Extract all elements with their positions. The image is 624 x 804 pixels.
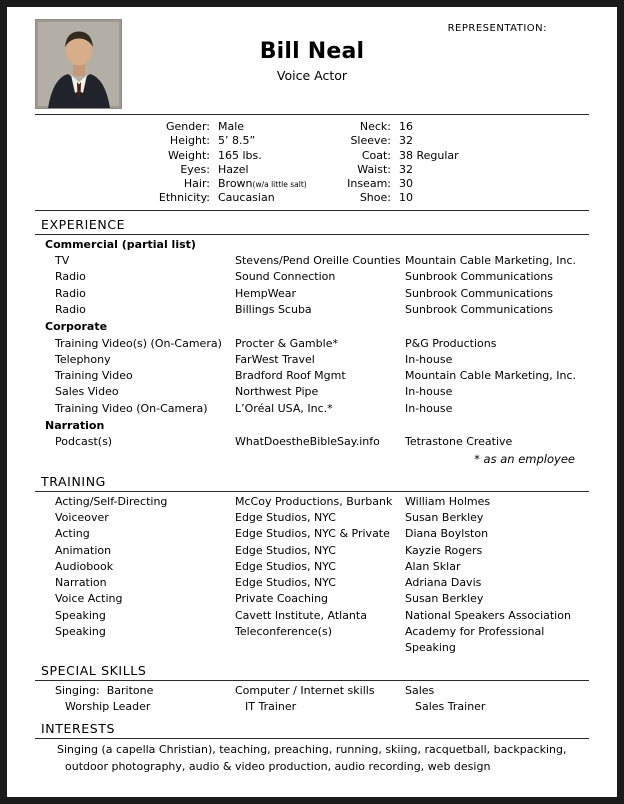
experience-footnote: * as an employee <box>474 451 575 466</box>
training-subject: Voiceover <box>55 510 109 524</box>
training-row <box>35 575 589 591</box>
stat-label-right: Inseam: <box>347 177 391 191</box>
experience-project: Billings Scuba <box>235 302 312 316</box>
experience-project: HempWear <box>235 286 296 300</box>
experience-company: Sunbrook Communications <box>405 270 553 284</box>
experience-project: Sound Connection <box>235 270 336 284</box>
experience-row <box>35 286 589 302</box>
training-row <box>35 526 589 542</box>
training-row <box>35 559 589 575</box>
experience-project: Stevens/Pend Oreille Counties <box>235 254 401 268</box>
skill-col3: Sales <box>405 683 435 697</box>
experience-narration-rows <box>35 434 589 450</box>
stat-row <box>35 149 589 163</box>
experience-row <box>35 352 589 368</box>
experience-group-title-corporate: Corporate <box>45 320 108 334</box>
special-skills-heading-divider <box>35 680 589 681</box>
training-instructor: Diana Boylston <box>405 527 489 541</box>
training-instructor: Alan Sklar <box>405 559 461 573</box>
training-instructor: National Speakers Association <box>405 608 571 622</box>
experience-heading: EXPERIENCE <box>41 216 126 232</box>
stat-value-text: Brown <box>218 177 253 191</box>
experience-row <box>35 253 589 269</box>
stat-row <box>35 120 589 134</box>
training-provider: Edge Studios, NYC <box>235 559 336 573</box>
interests-line-2: outdoor photography, audio & video production, audio recording, web design <box>65 760 491 774</box>
stat-value-right: 10 <box>399 191 413 205</box>
stat-value-text: Male <box>218 120 245 133</box>
training-instructor: Kayzie Rogers <box>405 543 483 557</box>
experience-company: Sunbrook Communications <box>405 286 553 300</box>
training-instructor: Adriana Davis <box>405 576 482 590</box>
experience-group-title-commercial: Commercial (partial list) <box>45 237 196 251</box>
special-skills-section <box>35 663 589 716</box>
special-skills-rows <box>35 683 589 716</box>
training-provider: McCoy Productions, Burbank <box>235 494 393 508</box>
experience-row <box>35 401 589 417</box>
experience-project: Procter & Gamble* <box>235 336 338 350</box>
training-subject: Audiobook <box>55 559 114 573</box>
experience-row <box>35 336 589 352</box>
training-subject: Voice Acting <box>55 592 123 606</box>
interests-heading: INTERESTS <box>41 721 116 737</box>
skill-col1: Worship Leader <box>65 699 151 713</box>
experience-row <box>35 302 589 318</box>
experience-company: In-house <box>405 385 453 399</box>
experience-type: Sales Video <box>55 385 119 399</box>
training-instructor: Susan Berkley <box>405 510 484 524</box>
experience-project: Bradford Roof Mgmt <box>235 369 346 383</box>
experience-type: TV <box>55 254 70 268</box>
training-provider: Edge Studios, NYC <box>235 543 336 557</box>
stat-value-left <box>218 191 323 205</box>
experience-type: Radio <box>55 270 86 284</box>
experience-company: Mountain Cable Marketing, Inc. <box>405 369 577 383</box>
experience-company: Tetrastone Creative <box>405 435 513 449</box>
experience-project: Northwest Pipe <box>235 385 319 399</box>
training-subject: Acting/Self-Directing <box>55 494 168 508</box>
stat-row <box>35 163 589 177</box>
training-provider: Edge Studios, NYC <box>235 576 336 590</box>
experience-project: WhatDoestheBibleSay.info <box>235 435 380 449</box>
experience-heading-divider <box>35 234 589 235</box>
experience-type: Telephony <box>55 352 111 366</box>
training-rows <box>35 494 589 657</box>
training-provider: Teleconference(s) <box>235 625 332 639</box>
stat-label-left: Weight: <box>167 148 210 162</box>
stat-value-note: (w/a little salt) <box>252 180 307 190</box>
experience-section <box>35 217 589 468</box>
stat-label-left: Ethnicity: <box>158 191 210 205</box>
interests-section <box>35 721 589 775</box>
experience-project: L’Oréal USA, Inc.* <box>235 401 333 415</box>
special-skills-heading: SPECIAL SKILLS <box>41 662 147 678</box>
stat-value-right: 30 <box>399 177 413 191</box>
training-row <box>35 591 589 607</box>
experience-company: In-house <box>405 401 453 415</box>
training-heading: TRAINING <box>41 473 106 489</box>
training-subject: Speaking <box>55 625 106 639</box>
experience-type: Podcast(s) <box>55 435 113 449</box>
training-instructor: Academy for Professional Speaking <box>405 625 548 655</box>
training-row <box>35 608 589 624</box>
training-row <box>35 510 589 526</box>
stat-value-text: 165 lbs. <box>218 148 262 162</box>
stat-label-right: Shoe: <box>359 191 391 205</box>
experience-company: P&G Productions <box>405 336 497 350</box>
stat-label-right: Coat: <box>361 148 391 162</box>
experience-row <box>35 434 589 450</box>
header-divider <box>35 114 589 115</box>
training-instructor: William Holmes <box>405 494 491 508</box>
stat-value-left <box>218 120 323 134</box>
stat-value-text: Hazel <box>218 162 249 176</box>
stat-label-left: Eyes: <box>180 162 210 176</box>
skill-col3: Sales Trainer <box>415 699 486 713</box>
stats-divider <box>35 210 589 211</box>
stat-row <box>35 177 589 191</box>
stat-value-right: 16 <box>399 120 413 133</box>
stat-row <box>35 134 589 148</box>
interests-line-1: Singing (a capella Christian), teaching, preaching, running, skiing, racquetball, backpacking, <box>57 743 567 757</box>
experience-row <box>35 368 589 384</box>
experience-type: Radio <box>55 302 86 316</box>
experience-type: Training Video(s) (On-Camera) <box>55 336 222 350</box>
stat-value-text: 5’ 8.5” <box>218 134 256 148</box>
training-instructor: Susan Berkley <box>405 592 484 606</box>
stats-table <box>35 120 589 206</box>
stat-value-right: 32 <box>399 134 413 148</box>
training-provider: Cavett Institute, Atlanta <box>235 608 367 622</box>
training-heading-divider <box>35 491 589 492</box>
stat-value-left <box>218 163 323 177</box>
experience-commercial-rows <box>35 253 589 318</box>
stat-label-right: Waist: <box>357 162 391 176</box>
headshot-photo <box>35 19 122 109</box>
experience-company: In-house <box>405 352 453 366</box>
stat-value-right: 32 <box>399 162 413 176</box>
experience-company: Mountain Cable Marketing, Inc. <box>405 254 577 268</box>
special-skills-row <box>35 683 589 699</box>
stat-label-right: Sleeve: <box>350 134 391 148</box>
stat-value-left <box>218 177 323 191</box>
training-section <box>35 474 589 657</box>
training-subject: Narration <box>55 576 107 590</box>
representation-label: REPRESENTATION: <box>447 23 547 34</box>
skill-col1: Singing: Baritone <box>55 683 154 697</box>
stat-label-left: Height: <box>169 134 210 148</box>
resume-header <box>35 17 589 105</box>
experience-corporate-rows <box>35 336 589 417</box>
stat-row <box>35 191 589 205</box>
stat-label-right: Neck: <box>359 120 391 133</box>
stat-value-text: Caucasian <box>218 191 275 205</box>
experience-type: Training Video <box>55 369 133 383</box>
experience-group-title-narration: Narration <box>45 419 105 433</box>
skill-col2: IT Trainer <box>245 699 297 713</box>
experience-type: Radio <box>55 286 86 300</box>
training-provider: Private Coaching <box>235 592 329 606</box>
training-subject: Animation <box>55 543 112 557</box>
experience-row <box>35 269 589 285</box>
training-row <box>35 624 589 657</box>
experience-project: FarWest Travel <box>235 352 315 366</box>
actor-subtitle: Voice Actor <box>276 68 348 83</box>
experience-row <box>35 384 589 400</box>
stat-label-left: Hair: <box>183 177 210 191</box>
stat-value-left <box>218 149 323 163</box>
headshot-illustration <box>36 20 121 108</box>
actor-name: Bill Neal <box>259 39 365 64</box>
stat-label-left: Gender: <box>165 120 210 133</box>
training-row <box>35 494 589 510</box>
skill-col2: Computer / Internet skills <box>235 683 375 697</box>
stat-value-left <box>218 134 323 148</box>
experience-company: Sunbrook Communications <box>405 302 553 316</box>
stat-value-right: 38 Regular <box>399 148 459 162</box>
training-provider: Edge Studios, NYC <box>235 510 336 524</box>
training-row <box>35 543 589 559</box>
training-provider: Edge Studios, NYC & Private <box>235 527 390 541</box>
special-skills-row <box>35 699 589 715</box>
training-subject: Speaking <box>55 608 106 622</box>
experience-type: Training Video (On-Camera) <box>55 401 208 415</box>
training-subject: Acting <box>55 527 90 541</box>
interests-heading-divider <box>35 738 589 739</box>
